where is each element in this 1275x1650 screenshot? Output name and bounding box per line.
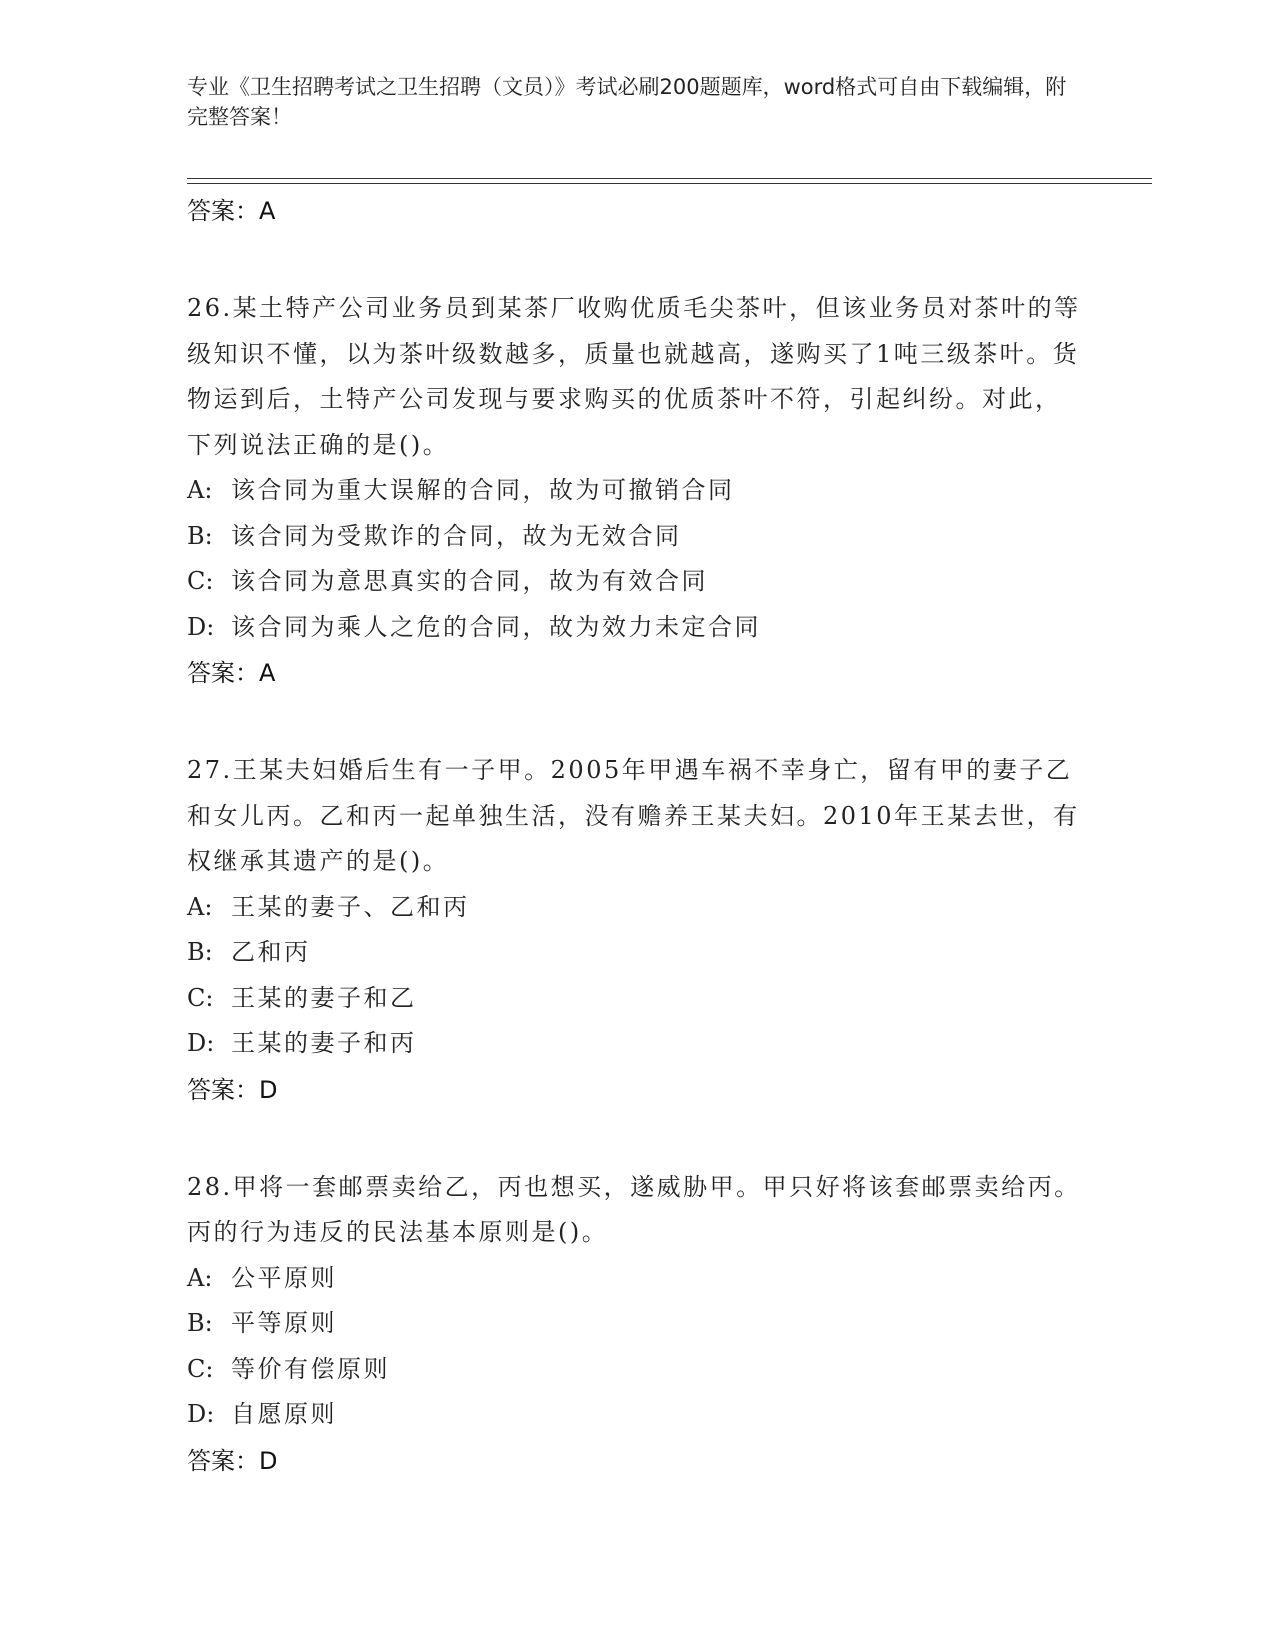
option-text: 自愿原则 — [231, 1400, 337, 1428]
header-divider-top — [187, 178, 1152, 179]
question-27 — [187, 748, 1087, 1113]
question-stem: 28.甲将一套邮票卖给乙，丙也想买，遂威胁甲。甲只好将该套邮票卖给丙。丙的行为违反的民法基本原则是()。 — [187, 1172, 1081, 1246]
question-stem: 26.某土特产公司业务员到某茶厂收购优质毛尖茶叶，但该业务员对茶叶的等级知识不懂，以为茶叶级数越多，质量也就越高，遂购买了1吨三级茶叶。货物运到后，土特产公司发现与要求购买的优质茶叶不符，引起纠纷。对此，下列说法正确的是()。 — [187, 294, 1081, 459]
option-d — [187, 1021, 1087, 1067]
question-28 — [187, 1165, 1087, 1484]
option-text: 平等原则 — [231, 1309, 337, 1337]
option-letter: A: — [187, 892, 213, 921]
answer-line: 答案：A — [187, 659, 276, 687]
answer-line: 答案：D — [187, 1075, 278, 1104]
option-a — [187, 885, 1087, 931]
option-letter: C: — [187, 983, 214, 1012]
option-text: 王某的妻子、乙和丙 — [231, 892, 470, 921]
option-text: 该合同为乘人之危的合同，故为效力未定合同 — [231, 612, 761, 641]
option-letter: B: — [187, 1309, 213, 1337]
option-d — [187, 1392, 1087, 1438]
option-text: 公平原则 — [231, 1263, 337, 1292]
option-text: 等价有偿原则 — [231, 1354, 390, 1383]
option-d — [187, 605, 1087, 651]
option-b — [187, 930, 1087, 976]
option-letter: C: — [187, 567, 214, 595]
option-b — [187, 1301, 1087, 1347]
option-letter: B: — [187, 521, 213, 550]
header-divider-bottom — [187, 183, 1152, 184]
question-26 — [187, 286, 1087, 696]
option-text: 该合同为受欺诈的合同，故为无效合同 — [231, 521, 682, 550]
option-c — [187, 559, 1087, 605]
option-text: 乙和丙 — [231, 938, 311, 966]
option-text: 该合同为意思真实的合同，故为有效合同 — [231, 567, 708, 595]
option-letter: D: — [187, 1400, 215, 1428]
page-header: 专业《卫生招聘考试之卫生招聘（文员）》考试必刷200题题库，word格式可自由下载编辑，附完整答案！ — [187, 75, 1067, 129]
option-text: 该合同为重大误解的合同，故为可撤销合同 — [231, 476, 735, 504]
option-a — [187, 468, 1087, 514]
option-c — [187, 1347, 1087, 1393]
question-list — [187, 188, 1087, 1484]
option-letter: C: — [187, 1354, 214, 1383]
option-b — [187, 514, 1087, 560]
option-text: 王某的妻子和丙 — [231, 1029, 417, 1057]
option-c — [187, 976, 1087, 1022]
option-letter: D: — [187, 612, 215, 641]
option-text: 王某的妻子和乙 — [231, 983, 417, 1012]
option-letter: D: — [187, 1029, 215, 1057]
question-stem: 27.王某夫妇婚后生有一子甲。2005年甲遇车祸不幸身亡，留有甲的妻子乙和女儿丙。乙和丙一起单独生活，没有赡养王某夫妇。2010年王某去世，有权继承其遗产的是()。 — [187, 756, 1080, 875]
option-letter: A: — [187, 1263, 213, 1292]
option-letter: B: — [187, 938, 213, 966]
option-a — [187, 1256, 1087, 1302]
option-letter: A: — [187, 476, 213, 504]
answer-line: 答案：D — [187, 1446, 278, 1475]
answer-line: 答案：A — [187, 197, 276, 225]
